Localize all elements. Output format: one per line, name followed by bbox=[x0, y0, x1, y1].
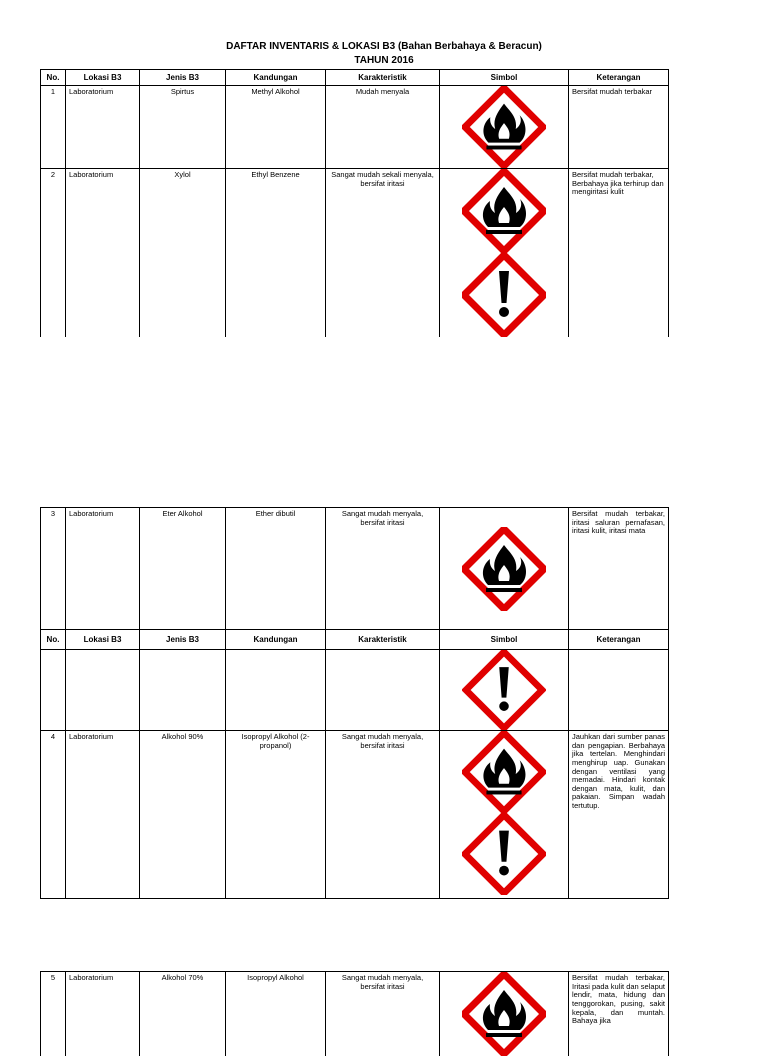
document-title: DAFTAR INVENTARIS & LOKASI B3 (Bahan Berbahaya & Beracun) bbox=[0, 41, 768, 52]
row-lokasi: Laboratorium bbox=[66, 169, 140, 338]
row-lokasi: Laboratorium bbox=[66, 508, 140, 630]
header-simbol: Simbol bbox=[440, 630, 569, 650]
row-karakteristik: Sangat mudah menyala, bersifat iritasi bbox=[326, 972, 440, 1056]
inventory-table-part-1 bbox=[40, 69, 669, 337]
table-row bbox=[41, 731, 669, 899]
row-no: 1 bbox=[41, 86, 66, 169]
inventory-table-part-3 bbox=[40, 971, 669, 1056]
header-jenis: Jenis B3 bbox=[140, 70, 226, 86]
row-kandungan: Isopropyl Alkohol (2-propanol) bbox=[226, 731, 326, 899]
table-header-row bbox=[41, 630, 669, 650]
row-kandungan: Methyl Alkohol bbox=[226, 86, 326, 169]
row-jenis: Alkohol 70% bbox=[140, 972, 226, 1056]
header-no: No. bbox=[41, 630, 66, 650]
row-keterangan: Bersifat mudah terbakar, iritasi saluran pernafasan, iritasi kulit, iritasi mata bbox=[569, 508, 669, 630]
row-karakteristik: Mudah menyala bbox=[326, 86, 440, 169]
header-kandungan: Kandungan bbox=[226, 630, 326, 650]
row-simbol bbox=[440, 972, 569, 1056]
header-no: No. bbox=[41, 70, 66, 86]
header-lokasi: Lokasi B3 bbox=[66, 70, 140, 86]
row-simbol bbox=[440, 650, 569, 731]
flame-icon bbox=[462, 169, 546, 253]
header-simbol: Simbol bbox=[440, 70, 569, 86]
exclamation-icon bbox=[462, 813, 546, 895]
row-jenis: Xylol bbox=[140, 169, 226, 338]
row-lokasi: Laboratorium bbox=[66, 731, 140, 899]
exclamation-icon bbox=[462, 650, 546, 730]
row-no: 4 bbox=[41, 731, 66, 899]
row-jenis: Spirtus bbox=[140, 86, 226, 169]
flame-icon bbox=[462, 731, 546, 813]
table-row-continued bbox=[41, 650, 669, 731]
header-jenis: Jenis B3 bbox=[140, 630, 226, 650]
row-keterangan: Jauhkan dari sumber panas dan pengapian. Berbahaya jika tertelan. Menghindari menghirup uap. Gunakan dengan ventilasi yang memadai. Hindari kontak dengan mata, kulit, dan pakaian. Simpan wadah tertutup. bbox=[569, 731, 669, 899]
row-karakteristik: Sangat mudah menyala, bersifat iritasi bbox=[326, 731, 440, 899]
row-no: 3 bbox=[41, 508, 66, 630]
row-jenis: Eter Alkohol bbox=[140, 508, 226, 630]
row-simbol bbox=[440, 169, 569, 338]
flame-icon bbox=[462, 86, 546, 168]
row-no: 2 bbox=[41, 169, 66, 338]
row-kandungan: Isopropyl Alkohol bbox=[226, 972, 326, 1056]
row-no: 5 bbox=[41, 972, 66, 1056]
header-karakteristik: Karakteristik bbox=[326, 630, 440, 650]
row-lokasi: Laboratorium bbox=[66, 972, 140, 1056]
row-lokasi: Laboratorium bbox=[66, 86, 140, 169]
table-row bbox=[41, 169, 669, 338]
flame-icon bbox=[462, 972, 546, 1056]
header-keterangan: Keterangan bbox=[569, 70, 669, 86]
row-kandungan: Ether dibutil bbox=[226, 508, 326, 630]
table-row bbox=[41, 86, 669, 169]
table-row bbox=[41, 972, 669, 1056]
row-kandungan: Ethyl Benzene bbox=[226, 169, 326, 338]
inventory-table-part-2 bbox=[40, 507, 669, 899]
row-keterangan: Bersifat mudah terbakar, Berbahaya jika terhirup dan mengiritasi kulit bbox=[569, 169, 669, 338]
row-keterangan: Bersifat mudah terbakar, Iritasi pada kulit dan selaput lendir, mata, hidung dan tenggorokan, pusing, sakit kepala, dan muntah. Bahaya jika bbox=[569, 972, 669, 1056]
header-keterangan: Keterangan bbox=[569, 630, 669, 650]
row-simbol bbox=[440, 508, 569, 630]
row-simbol bbox=[440, 86, 569, 169]
exclamation-icon bbox=[462, 253, 546, 337]
row-simbol bbox=[440, 731, 569, 899]
table-header-row bbox=[41, 70, 669, 86]
document-year: TAHUN 2016 bbox=[0, 55, 768, 66]
row-karakteristik: Sangat mudah menyala, bersifat iritasi bbox=[326, 508, 440, 630]
row-keterangan: Bersifat mudah terbakar bbox=[569, 86, 669, 169]
header-lokasi: Lokasi B3 bbox=[66, 630, 140, 650]
flame-icon bbox=[462, 527, 546, 611]
table-row bbox=[41, 508, 669, 630]
header-karakteristik: Karakteristik bbox=[326, 70, 440, 86]
header-kandungan: Kandungan bbox=[226, 70, 326, 86]
row-karakteristik: Sangat mudah sekali menyala, bersifat iritasi bbox=[326, 169, 440, 338]
row-jenis: Alkohol 90% bbox=[140, 731, 226, 899]
